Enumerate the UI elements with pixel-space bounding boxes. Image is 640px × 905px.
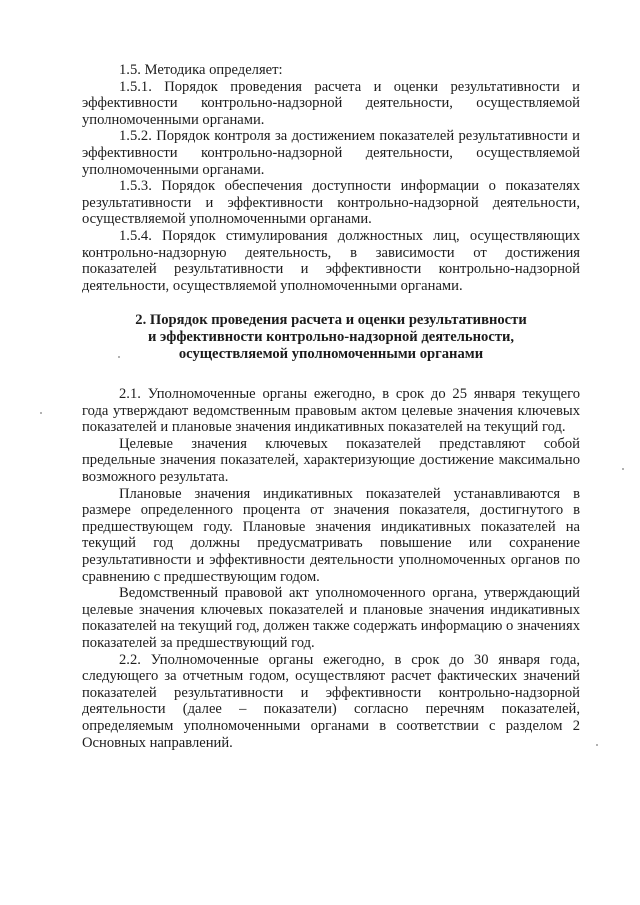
heading-line-2: и эффективности контрольно-надзорной деятельности,	[147, 328, 515, 345]
scan-speck	[622, 468, 624, 470]
paragraph-2-2: 2.2. Уполномоченные органы ежегодно, в срок до 30 января года, следующего за отчетным годом, осуществляют расчет фактических значений показателей результативности и эффективности контрольно-надзорной деятельности (далее – показатели) согласно перечням показателей, определяемым уполномоченными органами в соответствии с разделом 2 Основных направлений.	[82, 651, 580, 751]
scan-speck	[118, 356, 120, 358]
paragraph-1-5-1: 1.5.1. Порядок проведения расчета и оценки результативности и эффективности контрольно-надзорной деятельности, осуществляемой уполномоченными органами.	[82, 78, 580, 128]
document-body	[82, 62, 580, 751]
paragraph-target-values: Целевые значения ключевых показателей представляют собой предельные значения показателей, характеризующие достижение максимально возможного результата.	[82, 435, 580, 486]
paragraph-1-5: 1.5. Методика определяет:	[119, 62, 283, 78]
heading-line-1: 2. Порядок проведения расчета и оценки результативности	[135, 312, 527, 329]
heading-line-3: осуществляемой уполномоченными органами	[178, 345, 484, 362]
scan-speck	[596, 744, 598, 746]
section-2-heading	[82, 312, 580, 362]
paragraph-1-5-3: 1.5.3. Порядок обеспечения доступности информации о показателях результативности и эффективности контрольно-надзорной деятельности, осуществляемой уполномоченными органами.	[82, 178, 580, 228]
scan-speck	[40, 412, 42, 414]
paragraph-2-1: 2.1. Уполномоченные органы ежегодно, в срок до 25 января текущего года утверждают ведомственным правовым актом целевые значения ключевых показателей и плановые значения индикативных показателей на текущий год.	[82, 386, 580, 436]
paragraph-departmental-act: Ведомственный правовой акт уполномоченного органа, утверждающий целевые значения ключевых показателей и плановые значения индикативных показателей на текущий год, должен также содержать информацию о значениях показателей за предшествующий год.	[82, 585, 580, 651]
paragraph-planned-values: Плановые значения индикативных показателей устанавливаются в размере определенного процента от значения показателя, достигнутого в предшествующем году. Плановые значения индикативных показателей на текущий год должны предусматривать повышение или сохранение результативности и эффективности деятельности уполномоченных органов по сравнению с предшествующим годом.	[82, 485, 580, 585]
paragraph-1-5-4: 1.5.4. Порядок стимулирования должностных лиц, осуществляющих контрольно-надзорную деятельность, в зависимости от достижения показателей результативности и эффективности контрольно-надзорной деятельности, осуществляемой уполномоченными органами.	[82, 227, 580, 294]
paragraph-1-5-2: 1.5.2. Порядок контроля за достижением показателей результативности и эффективности контрольно-надзорной деятельности, осуществляемой уполномоченными органами.	[82, 128, 580, 178]
